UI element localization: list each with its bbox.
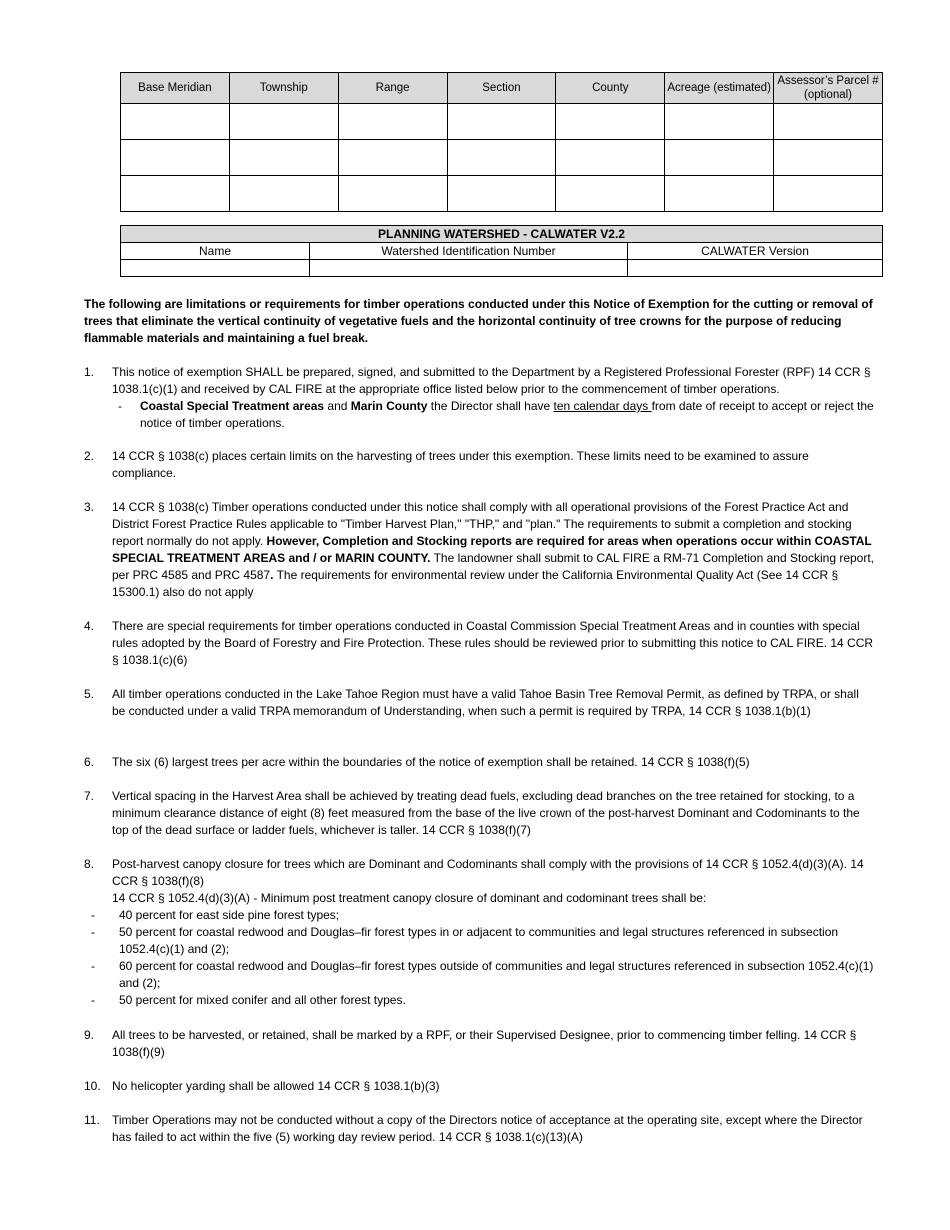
header-acreage: Acreage (estimated) [665, 73, 774, 104]
watershed-id-field[interactable] [310, 260, 628, 277]
county-field[interactable] [556, 176, 665, 212]
item-bold-text: Marin County [350, 399, 428, 413]
item-text: Vertical spacing in the Harvest Area shall be achieved by treating dead fuels, excluding dead branches on the tree retained for stocking, to a minimum clearance distance of eight (8) feet measured from the base of the live crown of the post-harvest Dominant and Codominants to the top of the dead surface or ladder fuels, whichever is taller. 14 CCR § 1038(f)(7) [112, 789, 860, 837]
list-item [84, 448, 874, 499]
list-item: - 50 percent for mixed conifer and all other forest types. [91, 993, 406, 1007]
canopy-closure-list [91, 907, 874, 1009]
header-county: County [556, 73, 665, 104]
list-item [84, 1112, 874, 1146]
parcel-field[interactable] [774, 176, 883, 212]
item-bold-text: . [270, 568, 274, 582]
section-field[interactable] [447, 104, 556, 140]
legal-description-table [120, 72, 883, 212]
acreage-field[interactable] [665, 104, 774, 140]
item-text: 40 percent for east side pine forest types; [119, 908, 340, 922]
item-text: 50 percent for coastal redwood and Douglas–fir forest types in or adjacent to communities and legal structures referenced in subsection 1052.4(c)(1) and (2); [119, 925, 839, 956]
item-text: All timber operations conducted in the Lake Tahoe Region must have a valid Tahoe Basin Tree Removal Permit, as defined by TRPA, or shall be conducted under a valid TRPA memorandum of Understanding, when such a permit is required by TRPA, 14 CCR § 1038.1(b)(1) [112, 687, 859, 718]
base-meridian-field[interactable] [121, 104, 230, 140]
dash-bullet: - [118, 399, 122, 413]
item-text: Timber Operations may not be conducted without a copy of the Directors notice of acceptance at the operating site, except where the Director has failed to act within the five (5) working day review period. 14 CCR § 1038.1(c)(13)(A) [112, 1113, 863, 1144]
item-text: 14 CCR § 1038(c) places certain limits on the harvesting of trees under this exemption. These limits need to be examined to assure compliance. [112, 449, 809, 480]
table-row [121, 140, 883, 176]
item-text: 14 CCR § 1038(c) Timber operations conducted under this notice shall comply with all operational provisions of the Forest Practice Act and District Forest Practice Rules applicable to "Timber Harvest Plan," "THP," and "plan." The requirements to submit a completion and stocking report normally do not apply. [112, 500, 852, 548]
item-number: 8. [84, 857, 95, 871]
parcel-field[interactable] [774, 104, 883, 140]
item-number: 11. [84, 1113, 100, 1127]
requirements-list [84, 364, 874, 1146]
watershed-name-field[interactable] [121, 260, 310, 277]
item-text: There are special requirements for timber operations conducted in Coastal Commission Special Treatment Areas and in counties with special rules adopted by the Board of Forestry and Fire Protection. These rules should be reviewed prior to submitting this notice to CAL FIRE. 14 CCR § 1038.1(c)(6) [112, 619, 874, 667]
sub-list [112, 398, 874, 432]
list-item: - 50 percent for coastal redwood and Douglas–fir forest types in or adjacent to communities and legal structures referenced in subsection 1052.4(c)(1) and (2); [91, 925, 839, 956]
list-item [84, 754, 874, 788]
header-calwater-version: CALWATER Version [628, 243, 883, 260]
item-text: All trees to be harvested, or retained, shall be marked by a RPF, or their Supervised Designee, prior to commencing timber felling. 14 CCR § 1038(f)(9) [112, 1028, 857, 1059]
range-field[interactable] [338, 104, 447, 140]
list-item [84, 1078, 874, 1112]
county-field[interactable] [556, 104, 665, 140]
item-number: 5. [84, 687, 95, 701]
header-assessors-parcel: Assessor’s Parcel # (optional) [774, 73, 883, 104]
base-meridian-field[interactable] [121, 140, 230, 176]
item-text: The six (6) largest trees per acre within the boundaries of the notice of exemption shall be retained. 14 CCR § 1038(f)(5) [112, 755, 750, 769]
item-text: Post-harvest canopy closure for trees which are Dominant and Codominants shall comply with the provisions of 14 CCR § 1052.4(d)(3)(A). 14 CCR § 1038(f)(8) [112, 857, 864, 888]
acreage-field[interactable] [665, 140, 774, 176]
item-text: and [324, 399, 351, 413]
list-item [84, 618, 874, 686]
list-item [84, 686, 874, 754]
item-number: 10. [84, 1079, 101, 1093]
table-row [121, 176, 883, 212]
item-text: No helicopter yarding shall be allowed 14 CCR § 1038.1(b)(3) [112, 1079, 440, 1093]
township-field[interactable] [229, 176, 338, 212]
item-number: 6. [84, 755, 95, 769]
list-item [84, 364, 874, 448]
calwater-version-field[interactable] [628, 260, 883, 277]
section-field[interactable] [447, 176, 556, 212]
range-field[interactable] [338, 140, 447, 176]
item-number: 1. [84, 365, 95, 379]
header-watershed-id: Watershed Identification Number [310, 243, 628, 260]
list-item [84, 856, 874, 1027]
header-section: Section [447, 73, 556, 104]
item-text: This notice of exemption SHALL be prepared, signed, and submitted to the Department by a Registered Professional Forester (RPF) 14 CCR § 1038.1(c)(1) and received by CAL FIRE at the appropriate office listed below prior to the commencement of timber operations. [112, 365, 871, 396]
item-bold-text: Coastal Special Treatment areas [140, 399, 325, 413]
acreage-field[interactable] [665, 176, 774, 212]
header-range: Range [338, 73, 447, 104]
item-number: 4. [84, 619, 95, 633]
item-text: the Director shall have [427, 399, 554, 413]
section-field[interactable] [447, 140, 556, 176]
list-item [84, 1027, 874, 1078]
item-number: 9. [84, 1028, 95, 1042]
item-text: The landowner shall submit to CAL FIRE a RM-71 Completion and Stocking report, per PRC 4585 and PRC 4587 [112, 551, 875, 582]
requirements-intro: The following are limitations or requirements for timber operations conducted under this Notice of Exemption for the cutting or removal of trees that eliminate the vertical continuity of vegetative fuels and the horizontal continuity of tree crowns for the purpose of reducing flammable materials and maintaining a fuel break. [84, 297, 873, 345]
range-field[interactable] [338, 176, 447, 212]
item-text: 50 percent for mixed conifer and all other forest types. [119, 993, 406, 1007]
header-name: Name [121, 243, 310, 260]
item-text: from date of receipt to accept or reject the notice of timber operations. [140, 399, 874, 430]
county-field[interactable] [556, 140, 665, 176]
item-text: 60 percent for coastal redwood and Douglas–fir forest types outside of communities and legal structures referenced in subsection 1052.4(c)(1) and (2); [119, 959, 874, 990]
table-row [121, 104, 883, 140]
item-text: The requirements for environmental review under the California Environmental Quality Act (See 14 CCR § 15300.1) also do not apply [112, 568, 839, 599]
item-number: 2. [84, 449, 95, 463]
list-item [84, 499, 874, 618]
watershed-table-title: PLANNING WATERSHED - CALWATER V2.2 [121, 226, 883, 243]
item-number: 7. [84, 789, 95, 803]
list-item: - 60 percent for coastal redwood and Douglas–fir forest types outside of communities and legal structures referenced in subsection 1052.4(c)(1) and (2); [91, 959, 874, 990]
header-township: Township [229, 73, 338, 104]
parcel-field[interactable] [774, 140, 883, 176]
item-underlined-text: ten calendar days [553, 399, 652, 413]
township-field[interactable] [229, 140, 338, 176]
header-base-meridian: Base Meridian [121, 73, 230, 104]
item-text: 14 CCR § 1052.4(d)(3)(A) - Minimum post treatment canopy closure of dominant and codominant trees shall be: [112, 891, 707, 905]
list-item [112, 398, 874, 432]
township-field[interactable] [229, 104, 338, 140]
base-meridian-field[interactable] [121, 176, 230, 212]
planning-watershed-table [120, 225, 883, 277]
item-number: 3. [84, 500, 95, 514]
list-item: - 40 percent for east side pine forest types; [91, 908, 340, 922]
list-item [84, 788, 874, 856]
item-bold-text: However, Completion and Stocking reports are required for areas when operations occur within COASTAL SPECIAL TREATMENT AREAS and / or MARIN COUNTY. [112, 534, 872, 565]
